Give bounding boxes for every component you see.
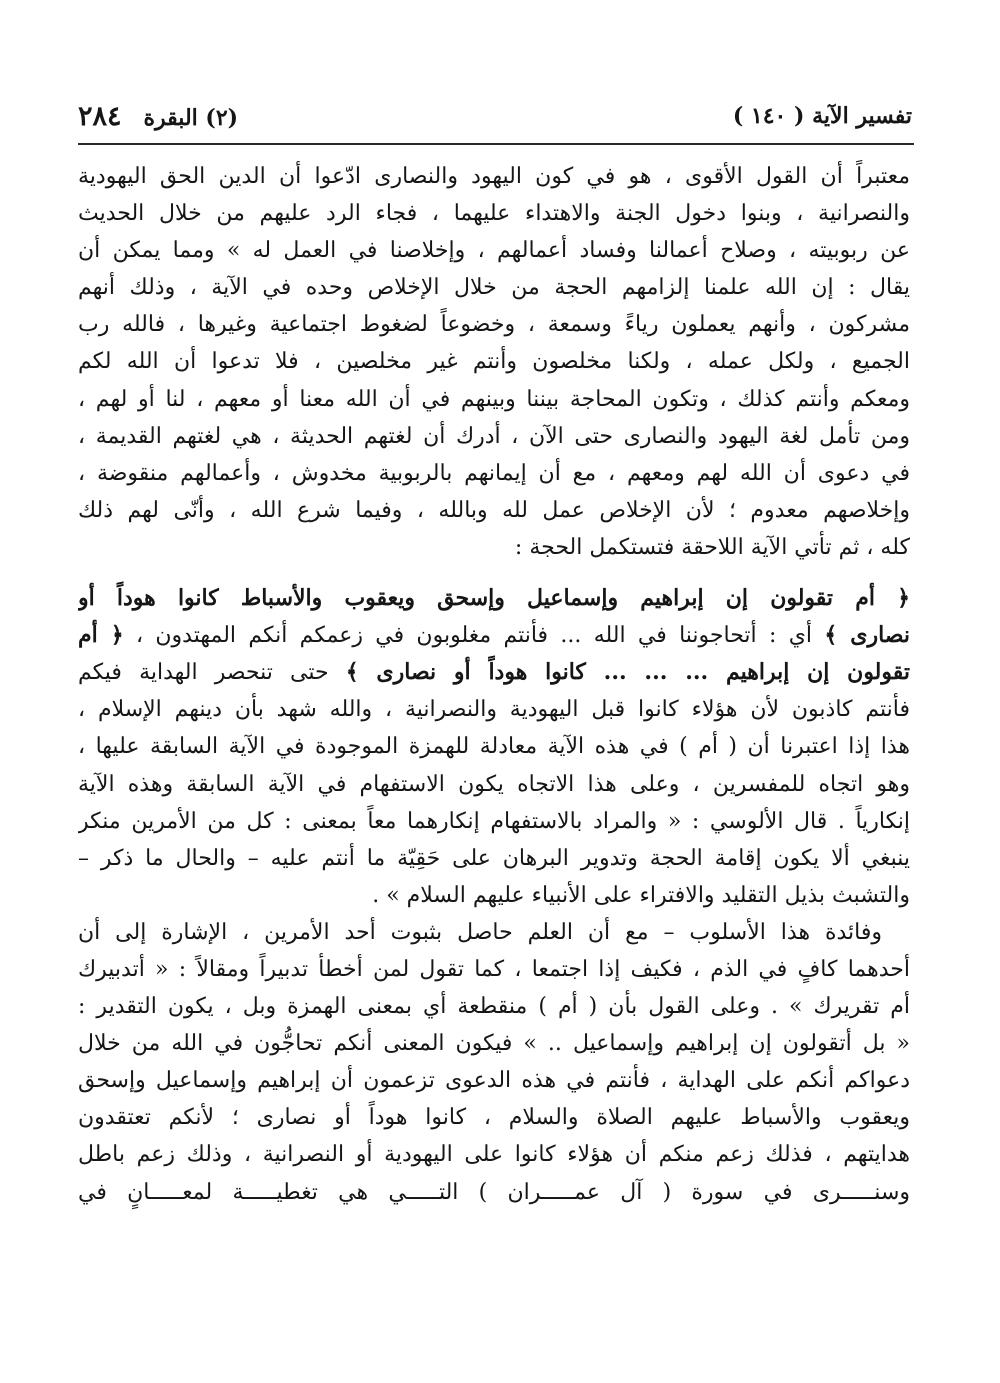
text-line [78, 654, 910, 691]
text-line: « بل أتقولون إن إبراهيم وإسماعيل .. » فيكون المعنى أنكم تحاجُّون في الله من خلال [78, 1031, 910, 1057]
section-gap [78, 566, 910, 580]
header-divider [78, 143, 914, 145]
text-line: كله ، ثم تأتي الآية اللاحقة فتستكمل الحجة : [514, 534, 910, 560]
page-number: ٢٨٤ [78, 100, 122, 132]
text-line: أم تقريرك » . وعلى القول بأن ( أم ) منقطعة أي بمعنى الهمزة وبل ، يكون التقدير : [78, 994, 910, 1020]
text-line: الجميع ، ولكل عمله ، ولكنا مخلصون وأنتم غير مخلصين ، فلا تدعوا أن الله لكم [78, 349, 910, 375]
text-line: دعواكم أنكم على الهداية ، فأنتم في هذه الدعوى تزعمون أن إبراهيم وإسماعيل وإسحق [78, 1068, 910, 1094]
text-line: معتبراً أن القول الأقوى ، هو في كون اليهود والنصارى ادّعوا أن الدين الحق اليهودية [78, 164, 910, 189]
text-line: ويعقوب والأسباط عليهم الصلاة والسلام ، كانوا هوداً أو نصارى ؛ لأنكم تعتقدون [78, 1105, 910, 1131]
text-line: والتشبث بذيل التقليد والافتراء على الأنبياء عليهم السلام » . [372, 882, 910, 908]
text-line: ينبغي ألا يكون إقامة الحجة وتدوير البرهان على حَقِيّة ما أنتم عليه – والحال ما ذكر – [78, 845, 910, 871]
header-right-group [78, 101, 238, 132]
text-line: ومعكم وأنتم كذلك ، وتكون المحاجة بيننا وبينهم في أن الله معنا أو معهم ، لنا أو لهم ، [78, 386, 910, 412]
page-body [78, 158, 910, 1211]
quran-verse-fragment: ﴿ أم [78, 622, 124, 649]
commentary-fragment: أي : أتحاجوننا في الله ... فأنتم مغلوبون في زعمكم أنكم المهتدون ، [123, 623, 825, 649]
text-line: مشركون ، وأنهم يعملون رياءً وسمعة ، وخضوعاً لضغوط اجتماعية وغيرها ، فالله رب [78, 312, 910, 338]
text-line: عن ربوبيته ، وصلاح أعمالنا وفساد أعمالهم ، وإخلاصنا في العمل له » ومما يمكن أن [78, 238, 910, 264]
text-line: إنكارياً . قال الألوسي : « والمراد بالاستفهام إنكارهما معاً بمعنى : كل من الأمرين منكر [78, 808, 910, 834]
quran-verse-fragment: نصارى ﴾ [824, 622, 910, 649]
text-line [78, 617, 910, 654]
paragraph-1 [78, 158, 910, 566]
text-line: هذا إذا اعتبرنا أن ( أم ) في هذه الآية معادلة للهمزة الموجودة في الآية السابقة عليها ، [78, 734, 910, 760]
paragraph-2 [78, 580, 910, 914]
text-line: فأنتم كاذبون لأن هؤلاء كانوا قبل اليهودية والنصرانية ، والله شهد بأن دينهم الإسلام ، [78, 697, 910, 723]
running-title: تفسير الآية ( ١٤٠ ) [732, 103, 912, 129]
surah-label: (٢) البقرة [143, 104, 239, 131]
quran-verse-fragment: تقولون إن إبراهيم ... ... ... كانوا هوداً أو نصارى ﴾ [345, 659, 910, 686]
text-line: يقال : إن الله علمنا إلزامهم الحجة من خلال الإخلاص وحده في الآية ، وذلك أنهم [78, 275, 910, 301]
text-line: في دعوى أن الله لهم ومعهم ، مع أن إيمانهم بالربوبية مخدوش ، وأعمالهم منقوضة ، [78, 460, 910, 486]
page-header [78, 96, 912, 136]
text-line: وسنـــــرى في سورة ( آل عمـــــران ) التـــــي هي تغطيـــــة لمعـــــانٍ في [78, 1179, 910, 1205]
text-line: وفائدة هذا الأسلوب – مع أن العلم حاصل بثبوت أحد الأمرين ، الإشارة إلى أن [78, 919, 882, 945]
commentary-fragment: حتى تنحصر الهداية فيكم [78, 660, 346, 686]
text-line: أحدهما كافٍ في الذم ، فكيف إذا اجتمعا ، كما تقول لمن أخطأ تدبيراً ومقالاً : « أتدبيرك [78, 956, 910, 982]
text-line: والنصرانية ، وبنوا دخول الجنة والاهتداء عليهما ، فجاء الرد عليهم من خلال الحديث [78, 201, 910, 227]
text-line: وهو اتجاه للمفسرين ، وعلى هذا الاتجاه يكون الاستفهام في الآية السابقة وهذه الآية [78, 771, 910, 797]
paragraph-3 [78, 914, 910, 1211]
quran-verse-line: ﴿ أم تقولون إن إبراهيم وإسماعيل وإسحق ويعقوب والأسباط كانوا هوداً أو [78, 585, 910, 612]
text-line: وإخلاصهم معدوم ؛ لأن الإخلاص عمل لله وبالله ، وفيما شرع الله ، وأنّى لهم ذلك [78, 497, 910, 523]
text-line: هدايتهم ، فذلك زعم منكم أن هؤلاء كانوا على اليهودية أو النصرانية ، وذلك زعم باطل [78, 1142, 910, 1168]
text-line: ومن تأمل لغة اليهود والنصارى حتى الآن ، أدرك أن لغتهم الحديثة ، هي لغتهم القديمة ، [78, 423, 910, 449]
